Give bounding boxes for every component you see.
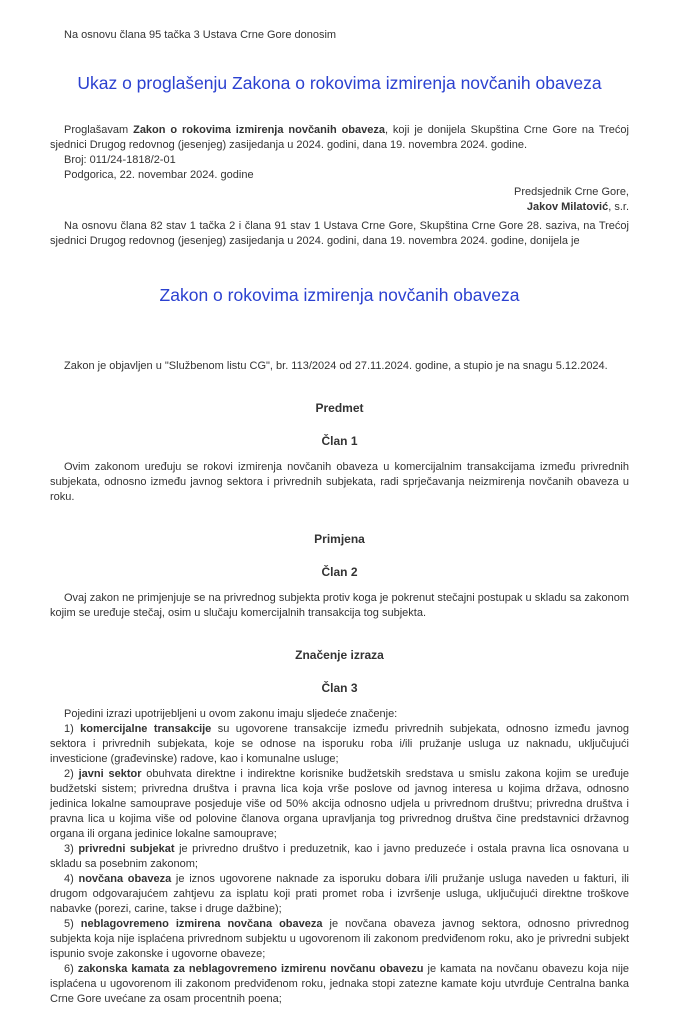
article-paragraph: Ovim zakonom uređuju se rokovi izmirenja novčanih obaveza u komercijalnim transakcijama između privrednih subjekata, odnosno između javnog sektora i privrednih subjekata, radi sprječavanja neizmirenja novčanih obaveza u roku.	[50, 461, 629, 503]
section-heading: Predmet	[315, 401, 364, 415]
article-heading: Član 1	[321, 434, 358, 448]
definition-item: 3) privredni subjekat je privredno društvo i preduzetnik, kao i javno preduzeće i ostala pravna lica osnovana u skladu sa posebnim zakonom;	[50, 843, 629, 870]
definition-item: 5) neblagovremeno izmirena novčana obaveza je novčana obaveza javnog sektora, odnosno privrednog subjekta koja nije isplaćena privrednom subjektu u ugovorenom ili zakonom predviđenom roku, ako je privredni subjekt ispunio svoje zakonske i ugovorne obaveze;	[50, 918, 629, 960]
definition-item: 1) komercijalne transakcije su ugovorene transakcije između privrednih subjekata, odnosno između javnog sektora i privrednih subjekata, koje se odnose na isporuku roba i/ili pružanje usluga uz naknadu, uključujući investicione (građevinske) radove, kao i komunalne usluge;	[50, 723, 629, 765]
section-primjena	[50, 531, 629, 621]
ukaz-preamble: Na osnovu člana 95 tačka 3 Ustava Crne Gore donosim	[64, 29, 337, 41]
article-heading: Član 3	[321, 681, 358, 695]
ukaz-title: Ukaz o proglašenju Zakona o rokovima izmirenja novčanih obaveza	[77, 73, 602, 93]
document-number-line: Broj: 011/24-1818/2-01	[64, 154, 176, 166]
signature-block	[50, 185, 629, 215]
publication-note: Zakon je objavljen u "Službenom listu CG", br. 113/2024 od 27.11.2024. godine, a stupio je na snagu 5.12.2024.	[64, 360, 608, 372]
president-signature-line: Jakov Milatović, s.r.	[526, 201, 629, 213]
law-title: Zakon o rokovima izmirenja novčanih obaveza	[159, 285, 520, 305]
section-znacenje-izraza	[50, 647, 629, 1007]
president-title-line: Predsjednik Crne Gore,	[514, 186, 629, 198]
article-heading: Član 2	[321, 565, 358, 579]
section-heading: Primjena	[314, 532, 365, 546]
definition-item: 4) novčana obaveza je iznos ugovorene naknade za isporuku dobara i/ili pružanje usluga naveden u fakturi, ili drugom odgovarajućem zahtjevu za isplatu koji prati promet roba i izvršenje usluga, uključujući direktne troškove nabavke (porezi, carine, takse i druge dažbine);	[50, 873, 630, 915]
promulgation-paragraph: Proglašavam Zakon o rokovima izmirenja novčanih obaveza, koji je donijela Skupština Crne Gore na Trećoj sjednici Drugog redovnog (jesenjeg) zasijedanja u 2024. godini, dana 19. novembra 2024. godine.	[50, 124, 629, 151]
law-preamble: Na osnovu člana 82 stav 1 tačka 2 i člana 91 stav 1 Ustava Crne Gore, Skupština Crne Gore 28. saziva, na Trećoj sjednici Drugog redovnog (jesenjeg) zasijedanja u 2024. godini, dana 19. novembra 2024. godine, donijela je	[50, 220, 629, 247]
place-date-line: Podgorica, 22. novembar 2024. godine	[64, 169, 254, 181]
article-paragraph: Pojedini izrazi upotrijebljeni u ovom zakonu imaju sljedeće značenje:	[64, 708, 398, 720]
definition-item: 2) javni sektor obuhvata direktne i indirektne korisnike budžetskih sredstava u smislu zakona kojim se uređuje budžetski sistem; privredna društva i pravna lica koja vrše poslove od javnog interesa u kojima država, odnosno jedinica lokalne samouprave posjeduje više od 50% akcija odnosno udjela u privrednom društvu; privredna društva i pravna lica u kojima više od polovine članova organa upravljanja tog privrednog društva čine predstavnici državnog organa ili organa jedinice lokalne samouprave;	[50, 768, 630, 840]
section-heading: Značenje izraza	[295, 648, 384, 662]
definition-item: 6) zakonska kamata za neblagovremeno izmirenu novčanu obavezu je kamata na novčanu obavezu koja nije isplaćena u ugovorenom ili zakonom predviđenom roku, jednaka stopi zatezne kamate koju utvrđuje Centralna banka Crne Gore uvećane za osam procentnih poena;	[50, 963, 629, 1005]
section-predmet	[50, 400, 629, 505]
article-paragraph: Ovaj zakon ne primjenjuje se na privrednog subjekta protiv koga je pokrenut stečajni postupak u skladu sa zakonom kojim se uređuje stečaj, osim u slučaju komercijalnih transakcija tog subjekta.	[50, 592, 629, 619]
